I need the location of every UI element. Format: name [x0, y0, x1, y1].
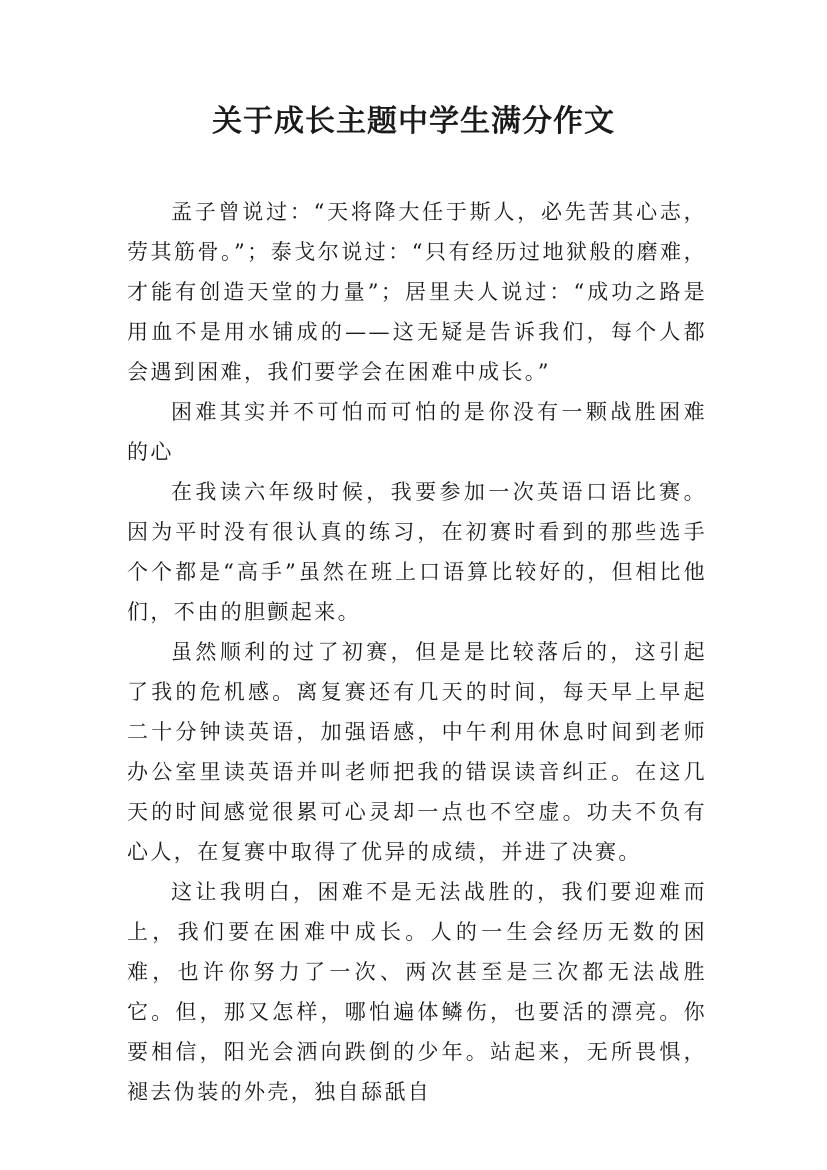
paragraph-4: 虽然顺利的过了初赛，但是是比较落后的，这引起了我的危机感。离复赛还有几天的时间，每天早上早起二十分钟读英语，加强语感，中午利用休息时间到老师办公室里读英语并叫老师把我的错误读音纠正。在这几天的时间感觉很累可心灵却一点也不空虚。功夫不负有心人，在复赛中取得了优异的成绩，并进了决赛。: [127, 640, 707, 864]
paragraph-2: 困难其实并不可怕而可怕的是你没有一颗战胜困难的心: [127, 400, 707, 464]
document-title: 关于成长主题中学生满分作文: [212, 104, 615, 139]
paragraph-1: 孟子曾说过：“天将降大任于斯人，必先苦其心志，劳其筋骨。”；泰戈尔说过：“只有经历过地狱般的磨难，才能有创造天堂的力量”；居里夫人说过：“成功之路是用血不是用水铺成的——这无疑是告诉我们，每个人都会遇到困难，我们要学会在困难中成长。”: [127, 200, 707, 384]
document-body: [127, 192, 707, 1112]
paragraph-5: 这让我明白，困难不是无法战胜的，我们要迎难而上，我们要在困难中成长。人的一生会经历无数的困难，也许你努力了一次、两次甚至是三次都无法战胜它。但，那又怎样，哪怕遍体鳞伤，也要活的漂亮。你要相信，阳光会洒向跌倒的少年。站起来，无所畏惧，褪去伪装的外壳，独自舔舐自: [127, 880, 707, 1104]
paragraph-3: 在我读六年级时候，我要参加一次英语口语比赛。因为平时没有很认真的练习，在初赛时看到的那些选手个个都是“高手”虽然在班上口语算比较好的，但相比他们，不由的胆颤起来。: [127, 480, 707, 624]
